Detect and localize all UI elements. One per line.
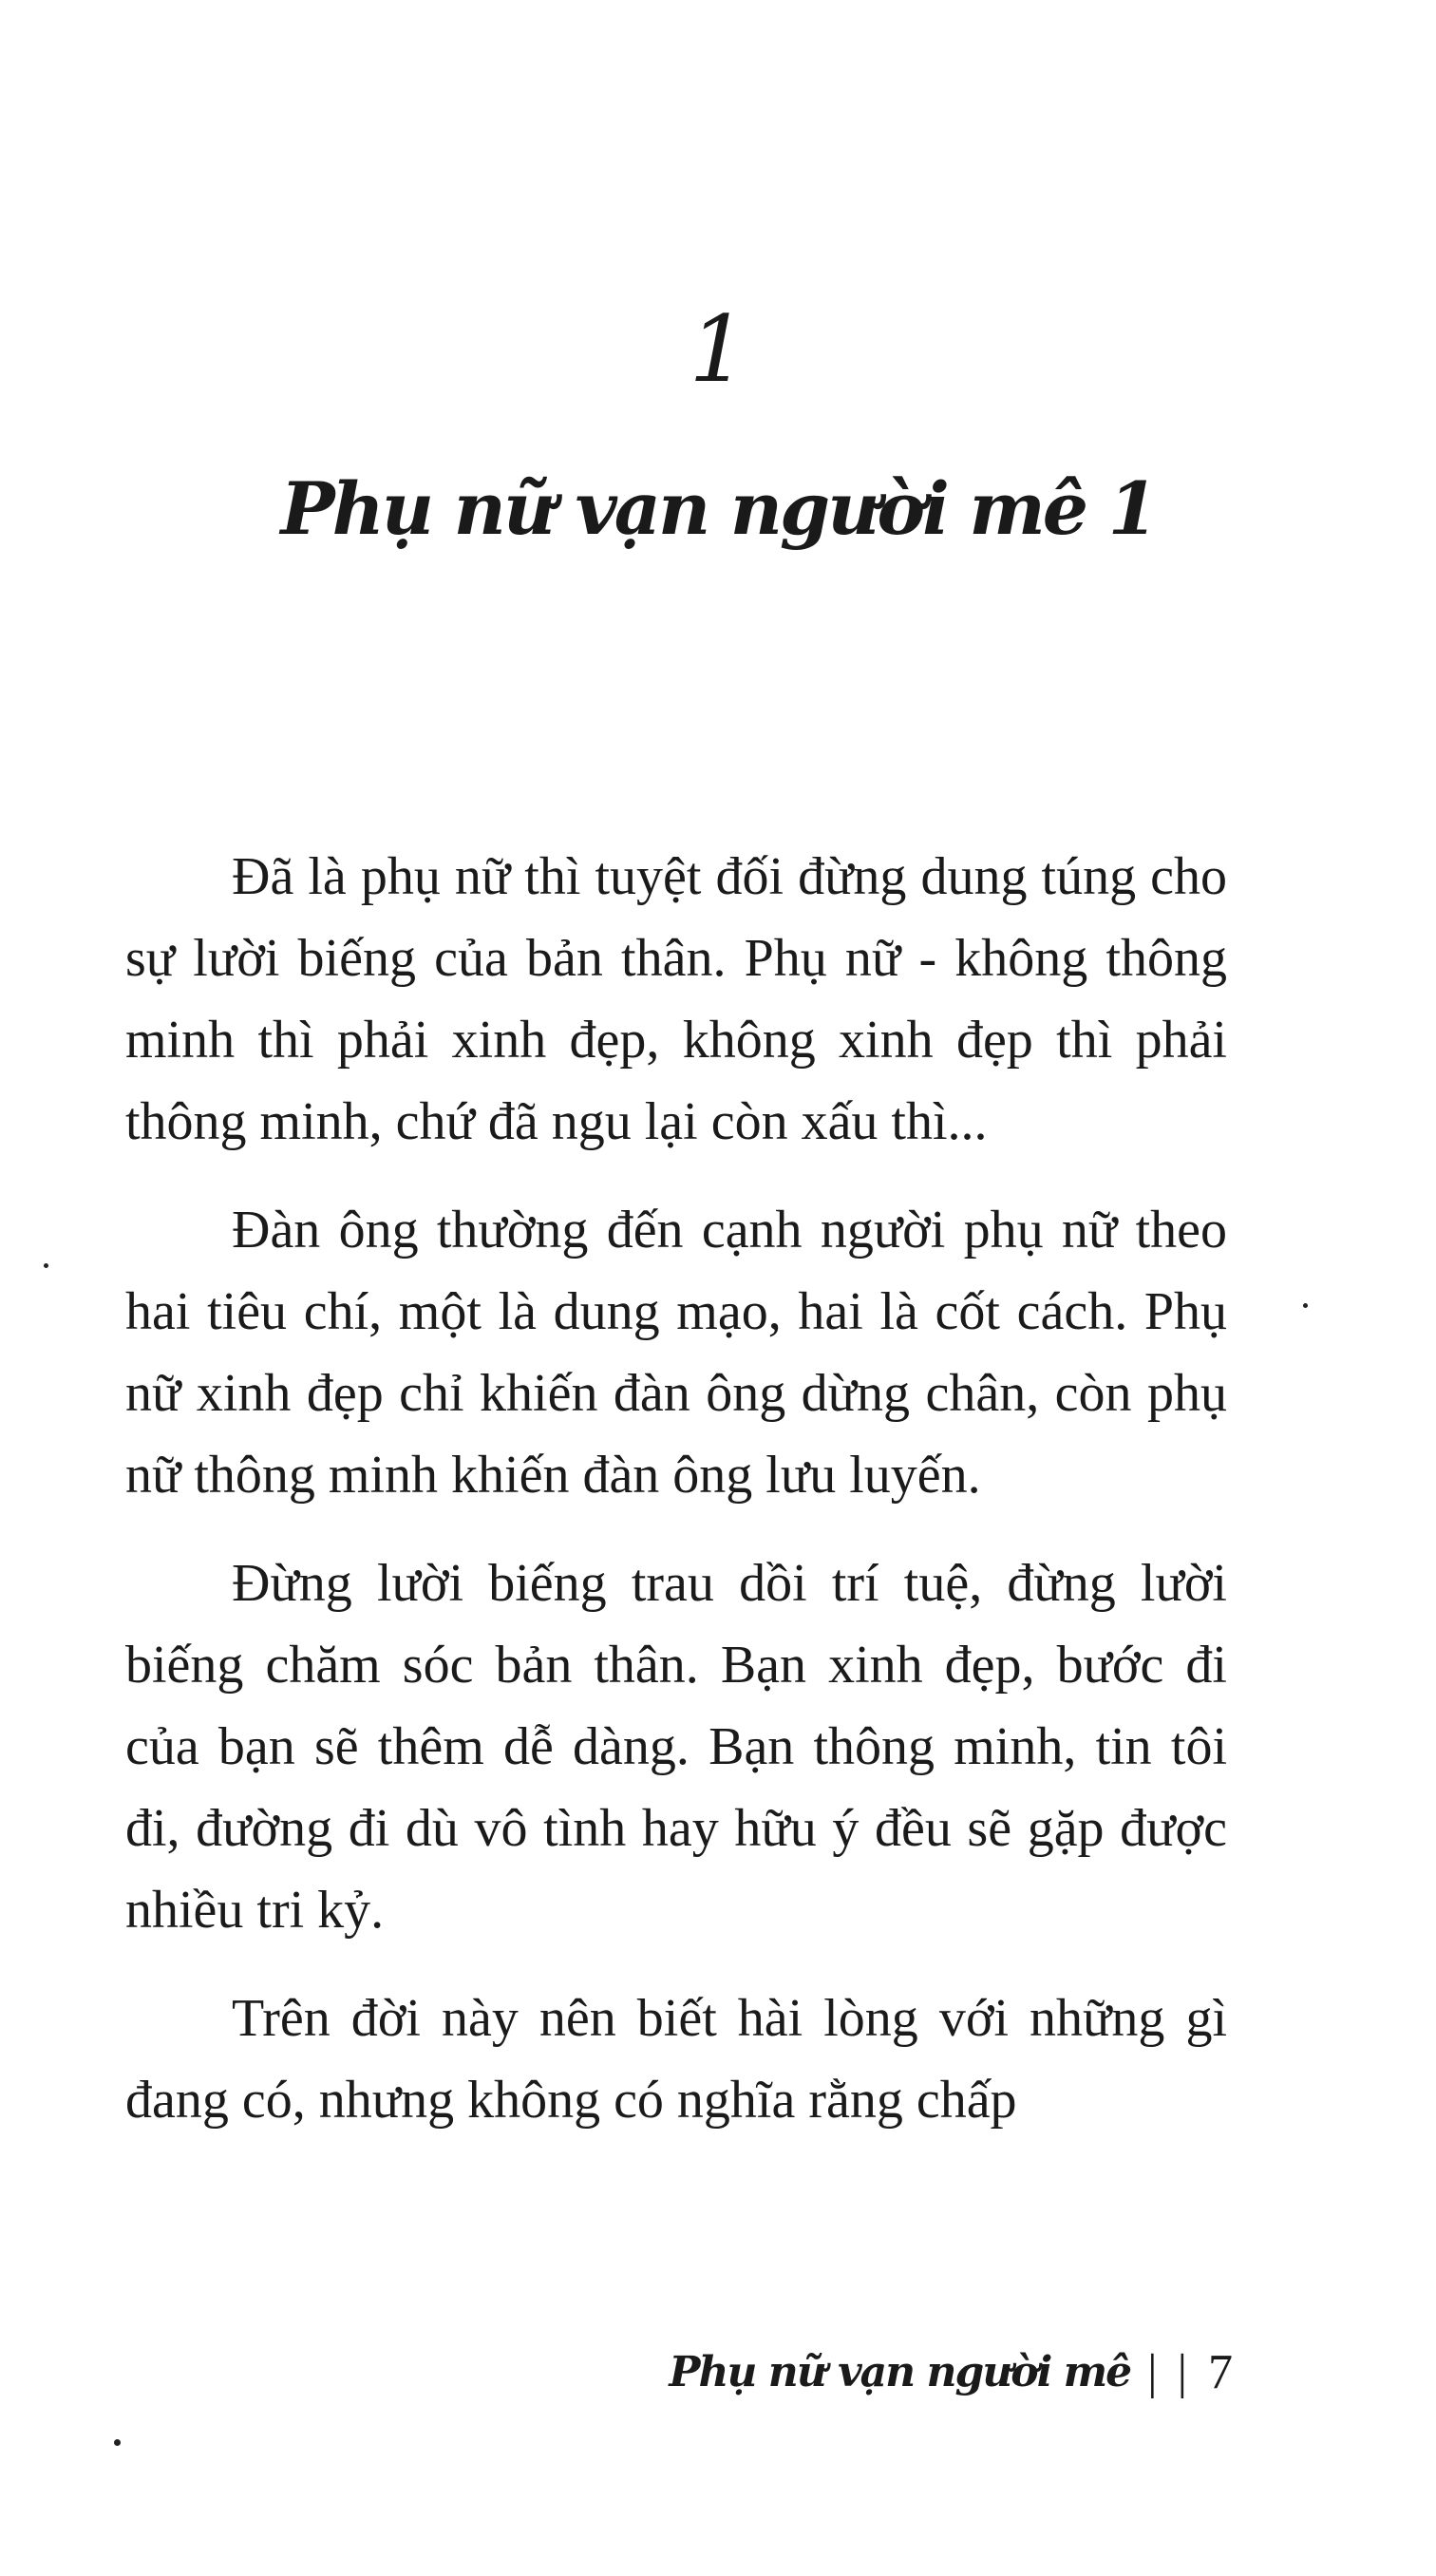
chapter-number: 1 xyxy=(689,296,747,403)
paragraph: Đừng lười biếng trau dồi trí tuệ, đừng lười biếng chăm sóc bản thân. Bạn xinh đẹp, bước đi của bạn sẽ thêm dễ dàng. Bạn thông minh, tin tôi đi, đường đi dù vô tình hay hữu ý đều sẽ gặp được nhiều tri kỷ. xyxy=(125,1554,1227,1940)
page-number: 7 xyxy=(1208,2345,1233,2399)
footer-separator: | | xyxy=(1147,2345,1191,2399)
running-title: Phụ nữ vạn người mê xyxy=(669,2348,1131,2396)
scan-speck xyxy=(114,2439,121,2446)
body-text xyxy=(125,836,1227,2168)
page-footer xyxy=(669,2344,1233,2400)
paragraph: Đã là phụ nữ thì tuyệt đối đừng dung túng cho sự lười biếng của bản thân. Phụ nữ - không thông minh thì phải xinh đẹp, không xinh đẹp thì phải thông minh, chứ đã ngu lại còn xấu thì... xyxy=(125,847,1227,1151)
paragraph: Trên đời này nên biết hài lòng với những gì đang có, nhưng không có nghĩa rằng chấp xyxy=(125,1989,1227,2130)
scan-speck xyxy=(44,1263,48,1268)
chapter-title: Phụ nữ vạn người mê 1 xyxy=(280,466,1156,551)
paragraph: Đàn ông thường đến cạnh người phụ nữ theo hai tiêu chí, một là dung mạo, hai là cốt cách. Phụ nữ xinh đẹp chỉ khiến đàn ông dừng chân, còn phụ nữ thông minh khiến đàn ông lưu luyến. xyxy=(125,1201,1227,1505)
scan-speck xyxy=(1303,1303,1308,1308)
